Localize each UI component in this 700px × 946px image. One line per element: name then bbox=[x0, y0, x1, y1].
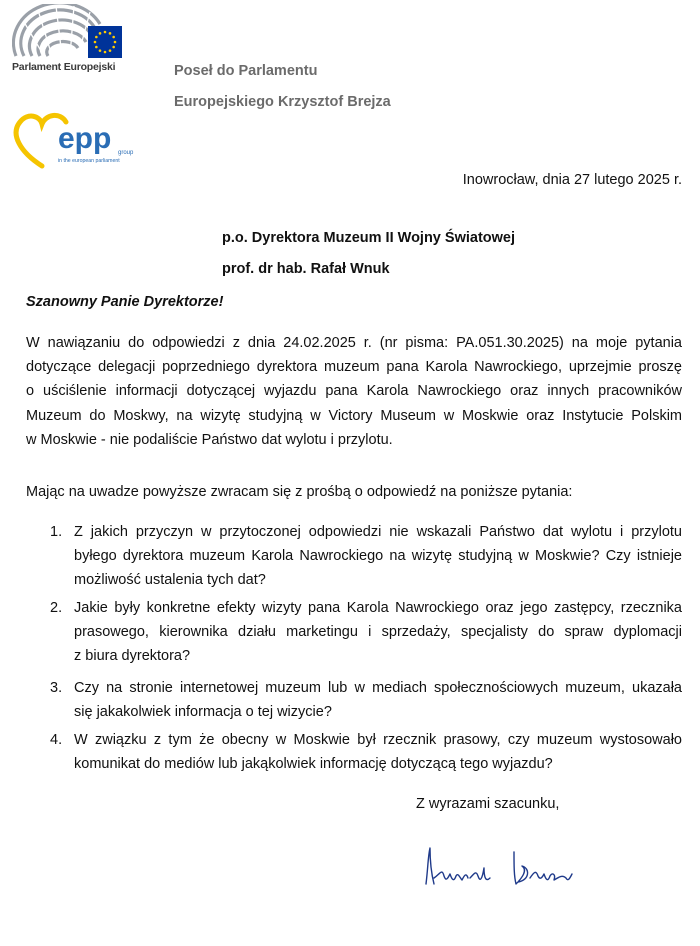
eu-star-icon bbox=[109, 32, 112, 35]
eu-star-icon bbox=[95, 46, 98, 49]
eu-star-icon bbox=[112, 36, 115, 39]
intro-line: w Moskwie - nie podaliście Państwo dat wylotu i przylotu. bbox=[26, 431, 393, 448]
epp-sub-label: in the european parliament bbox=[58, 158, 120, 164]
question-line: Jakie były konkretne efekty wizyty pana Karola Nawrockiego oraz jego zastępcy, rzecznika bbox=[74, 600, 682, 616]
lead-paragraph bbox=[26, 480, 682, 504]
handwritten-signature bbox=[418, 838, 586, 898]
closing: Z wyrazami szacunku, bbox=[416, 796, 560, 812]
epp-group-logo bbox=[12, 110, 142, 170]
eu-star-icon bbox=[109, 49, 112, 52]
sender-title-line1: Poseł do Parlamentu bbox=[174, 63, 318, 79]
question-line: możliwość ustalenia tych dat? bbox=[74, 572, 266, 589]
question-line: prasowego, kierownika działu marketingu i sprzedaży, specjalisty do spraw dyplomacji bbox=[74, 624, 682, 641]
intro-line: o uściślenie informacji dotyczącej wyjazdu pana Karola Nawrockiego oraz innych pracowników bbox=[26, 383, 682, 400]
eu-star-icon bbox=[114, 41, 117, 44]
eu-star-icon bbox=[112, 46, 115, 49]
sender-title-line2: Europejskiego Krzysztof Brejza bbox=[174, 94, 391, 110]
ep-name: Parlament Europejski bbox=[12, 61, 116, 73]
recipient-line2: prof. dr hab. Rafał Wnuk bbox=[222, 261, 390, 277]
epp-wordmark: epp bbox=[58, 122, 112, 155]
eu-star-icon bbox=[99, 32, 102, 35]
question-line: komunikat do mediów lub jakąkolwiek informację dotyczącą tego wyjazdu? bbox=[74, 756, 553, 773]
european-parliament-logo bbox=[12, 4, 124, 62]
question-line: Z jakich przyczyn w przytoczonej odpowiedzi nie wskazali Państwo dat wylotu i przylotu bbox=[74, 524, 682, 540]
question-number: 1. bbox=[50, 524, 63, 540]
question-line: byłego dyrektora muzeum Karola Nawrockiego na wizytę studyjną w Moskwie? Czy istnieje bbox=[74, 548, 682, 565]
question-number: 2. bbox=[50, 600, 63, 616]
question-line: W związku z tym że obecny w Moskwie był rzecznik prasowy, czy muzeum wystosowało bbox=[74, 732, 682, 748]
question-line: z biura dyrektora? bbox=[74, 648, 191, 665]
intro-line: W nawiązaniu do odpowiedzi z dnia 24.02.2025 r. (nr pisma: PA.051.30.2025) na moje pytania bbox=[26, 335, 682, 351]
recipient-line1: p.o. Dyrektora Muzeum II Wojny Światowej bbox=[222, 230, 516, 246]
question-number: 4. bbox=[50, 732, 63, 748]
question-line: Czy na stronie internetowej muzeum lub w mediach społecznościowych muzeum, ukazała bbox=[74, 680, 682, 696]
eu-star-icon bbox=[99, 49, 102, 52]
salutation: Szanowny Panie Dyrektorze! bbox=[26, 294, 224, 310]
epp-group-label: group bbox=[118, 150, 134, 156]
question-number: 3. bbox=[50, 680, 63, 696]
eu-star-icon bbox=[104, 31, 107, 34]
eu-star-icon bbox=[94, 41, 97, 44]
intro-line: Muzeum do Moskwy, na wizytę studyjną w Victory Museum w Moskwie oraz Instytucie Polskim bbox=[26, 407, 682, 424]
eu-star-icon bbox=[95, 36, 98, 39]
intro-line: dotyczące delegacji poprzedniego dyrektora muzeum pana Karola Nawrockiego, uprzejmie proszę bbox=[26, 359, 682, 376]
eu-star-icon bbox=[104, 51, 107, 54]
intro-paragraph bbox=[26, 331, 682, 452]
place-date: Inowrocław, dnia 27 lutego 2025 r. bbox=[462, 172, 682, 188]
question-line: się jakakolwiek informacja o tej wizycie? bbox=[74, 704, 332, 721]
lead-line: Mając na uwadze powyższe zwracam się z prośbą o odpowiedź na poniższe pytania: bbox=[26, 484, 573, 500]
